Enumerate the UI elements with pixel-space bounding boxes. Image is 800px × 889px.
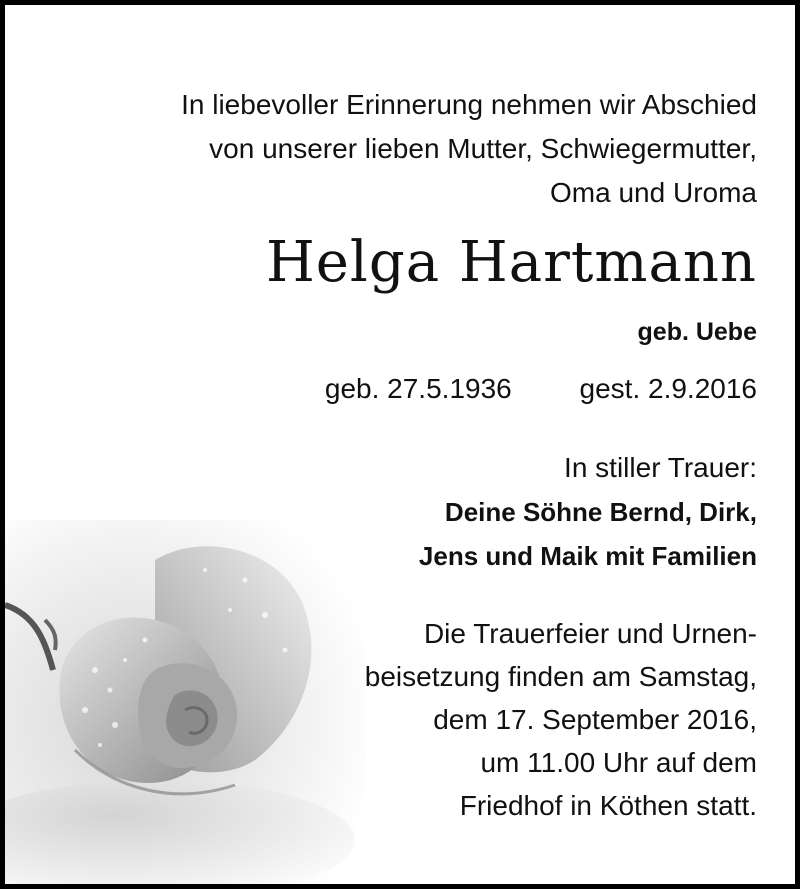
- mourners: [419, 490, 757, 578]
- service-line: beisetzung finden am Samstag,: [364, 661, 757, 692]
- death-date: gest. 2.9.2016: [579, 373, 757, 404]
- intro-line: von unserer lieben Mutter, Schwiegermutter,: [209, 133, 757, 164]
- maiden-name: geb. Uebe: [637, 318, 757, 346]
- service-line: dem 17. September 2016,: [433, 704, 757, 735]
- intro-text: [181, 83, 757, 215]
- intro-line: Oma und Uroma: [550, 177, 757, 208]
- mourners-line: Deine Söhne Bernd, Dirk,: [444, 497, 757, 527]
- service-line: Die Trauerfeier und Urnen-: [423, 618, 757, 649]
- service-line: Friedhof in Köthen statt.: [459, 790, 757, 821]
- deceased-name: Helga Hartmann: [265, 230, 757, 295]
- service-line: um 11.00 Uhr auf dem: [480, 747, 757, 778]
- mourning-label: In stiller Trauer:: [564, 452, 757, 483]
- mourners-line: Jens und Maik mit Familien: [418, 541, 757, 571]
- birth-date: geb. 27.5.1936: [324, 373, 512, 404]
- service-info: [365, 612, 757, 827]
- rose-image: [5, 520, 365, 884]
- life-dates: [325, 367, 757, 411]
- intro-line: In liebevoller Erinnerung nehmen wir Abschied: [181, 89, 757, 120]
